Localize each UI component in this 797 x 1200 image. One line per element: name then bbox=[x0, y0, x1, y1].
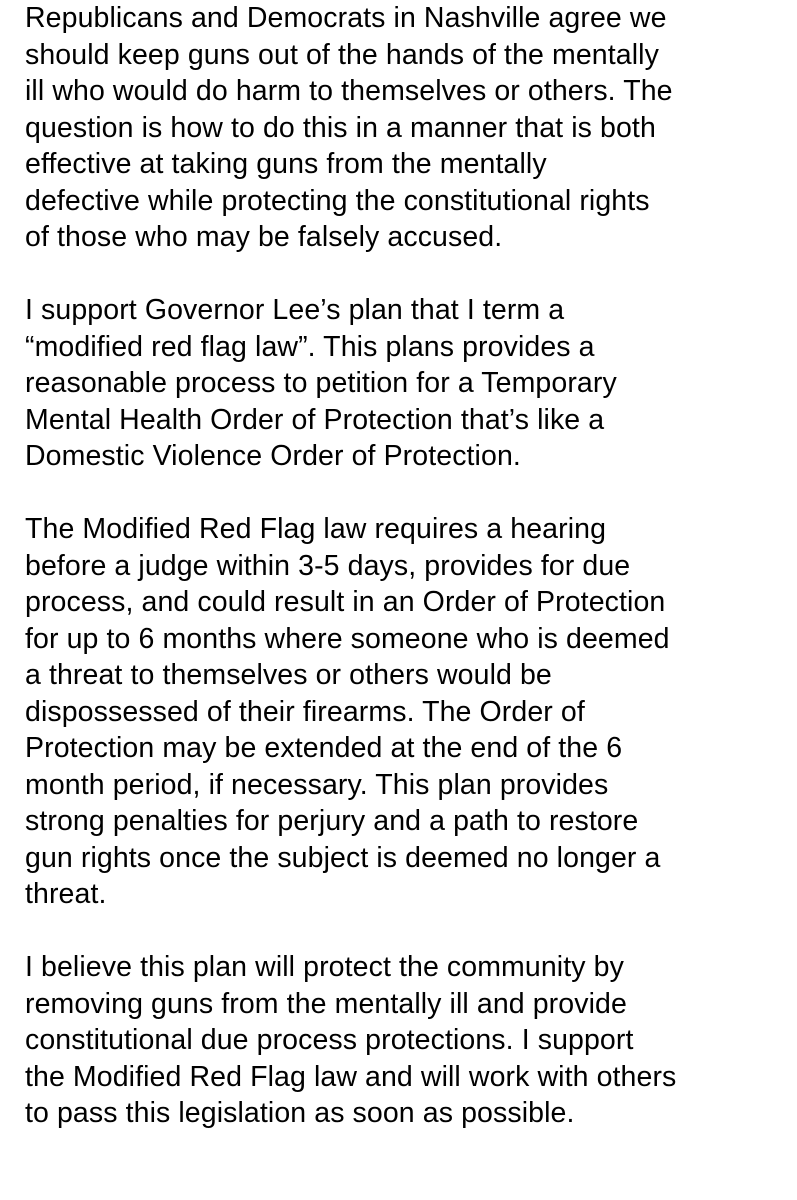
paragraph-4 bbox=[25, 949, 790, 1132]
paragraph-1 bbox=[25, 0, 790, 256]
text-line: effective at taking guns from the mentally bbox=[25, 148, 547, 180]
text-line: threat. bbox=[25, 878, 107, 910]
text-line: Mental Health Order of Protection that’s like a bbox=[25, 403, 605, 436]
text-line: strong penalties for perjury and a path to restore bbox=[25, 805, 639, 837]
text-line: a threat to themselves or others would be bbox=[25, 659, 552, 691]
text-line: I support Governor Lee’s plan that I term a bbox=[25, 294, 565, 326]
text-line: Republicans and Democrats in Nashville agree we bbox=[25, 2, 667, 34]
paragraph-3 bbox=[25, 511, 790, 913]
text-line: dispossessed of their firearms. The Order of bbox=[25, 695, 585, 728]
text-line: before a judge within 3-5 days, provides for due bbox=[25, 549, 631, 582]
paragraph-spacer bbox=[25, 475, 790, 512]
text-line: for up to 6 months where someone who is deemed bbox=[25, 622, 670, 655]
text-line: should keep guns out of the hands of the mentally bbox=[25, 38, 659, 71]
text-line: defective while protecting the constitutional rights bbox=[25, 184, 650, 217]
text-line: I believe this plan will protect the community by bbox=[25, 951, 624, 983]
text-line: the Modified Red Flag law and will work with others bbox=[25, 1060, 677, 1093]
text-line: Domestic Violence Order of Protection. bbox=[25, 440, 521, 472]
text-line: month period, if necessary. This plan provides bbox=[25, 768, 609, 801]
statement-text bbox=[25, 0, 790, 1132]
text-line: process, and could result in an Order of Protection bbox=[25, 586, 666, 618]
text-line: removing guns from the mentally ill and provide bbox=[25, 987, 627, 1020]
paragraph-spacer bbox=[25, 913, 790, 950]
text-line: constitutional due process protections. I support bbox=[25, 1024, 634, 1056]
paragraph-spacer bbox=[25, 256, 790, 293]
text-line: reasonable process to petition for a Temporary bbox=[25, 367, 617, 399]
text-line: ill who would do harm to themselves or others. The bbox=[25, 75, 673, 107]
paragraph-2 bbox=[25, 292, 790, 475]
text-line: of those who may be falsely accused. bbox=[25, 221, 503, 253]
text-line: The Modified Red Flag law requires a hearing bbox=[25, 513, 607, 545]
text-line: “modified red flag law”. This plans provides a bbox=[25, 330, 595, 363]
text-line: question is how to do this in a manner that is both bbox=[25, 111, 656, 144]
text-line: gun rights once the subject is deemed no longer a bbox=[25, 841, 661, 874]
text-line: to pass this legislation as soon as possible. bbox=[25, 1097, 575, 1129]
text-line: Protection may be extended at the end of the 6 bbox=[25, 732, 623, 764]
